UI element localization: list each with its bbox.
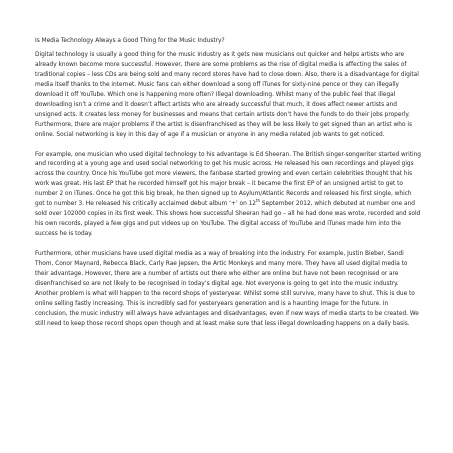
- paragraph-conclusion: Furthermore, other musicians have used digital media as a way of breaking into the industry. For example, Justin Bieber, Sandi Thom, Conor Maynard, Rebecca Black, Carly Rae Jepsen, the Artic Monkeys and many more. They have all used digital media to their advantage. However, there are a number of artists out there who either are online but have not been recognised or are disenfranchised so are not likely to be recognised in today’s digital age. Not everyone is going to get into the music industry. Another problem is what will happen to the record shops of yesteryear. Whilst some still survive, many have to shut. This is due to online selling fastly increasing. This is incredibly sad for yesteryears generation and is a haunting image for the future. In conclusion, the music industry will always have advantages and disadvantages, even if new ways of media starts to be created. We still need to keep those record shops open though and at least make sure that less illegal downloading happens on a daily basis.: [35, 251, 419, 327]
- paragraph-intro: Digital technology is usually a good thing for the music industry as it gets new musicians out quicker and helps artists who are already known become more successful. However, there are some problems as the rise of digital media is affecting the sales of traditional copies – less CDs are being sold and many record stores have had to close down. Also, there is a disadvantage for digital media itself thanks to the internet. Music fans can either download a song off iTunes for sixty-nine pence or they can illegally download it off YouTube. Which one is happening more often? Illegal downloading. Whilst many of the public feel that illegal downloading isn’t a crime and it doesn’t affect artists who are already successful that much, it does affect newer artists and unsigned acts. It creates less money for businesses and means that certain artists don’t have the funds to do their jobs properly. Furthermore, there are major problems if the artist is disenfranchised as they will be less likely to get signed than an artist who is online. Social networking is key in this day of age if a musician or anyone in any media related job wants to get noticed.: [35, 51, 419, 138]
- document-page: [35, 37, 421, 340]
- paragraph-ed-sheeran: [35, 151, 421, 241]
- document-title: Is Media Technology Always a Good Thing for the Music Industry?: [35, 38, 225, 44]
- date-superscript: th: [256, 198, 261, 204]
- paragraph-ed-sheeran-part2: September 2012, which debuted at number one and sold over 102000 copies in its first week. This shows how successful Sheeran had go – all he had done was wrote, recorded and sold his own records, played a few gigs and put videos up on YouTube. The digital access of YouTube and iTunes made him into the success he is today.: [35, 201, 421, 238]
- paragraph-ed-sheeran-part1: For example, one musician who used digital technology to his advantage is Ed Sheeran. The British singer-songwriter started writing and recording at a young age and used social networking to get his music across. He released his own recordings and played gigs across the country. Once his YouTube got more viewers, the fanbase started growing and even certain celebrities thought that his work was great. His last EP that he recorded himself got his major break – it became the first EP of an unsigned artist to get to number 2 on iTunes. Once he got this big break, he then signed up to Asylum/Atlantic Records and released his first single, which got to number 3. He released his critically acclaimed debut album ‘+’ on 12: [35, 151, 421, 208]
